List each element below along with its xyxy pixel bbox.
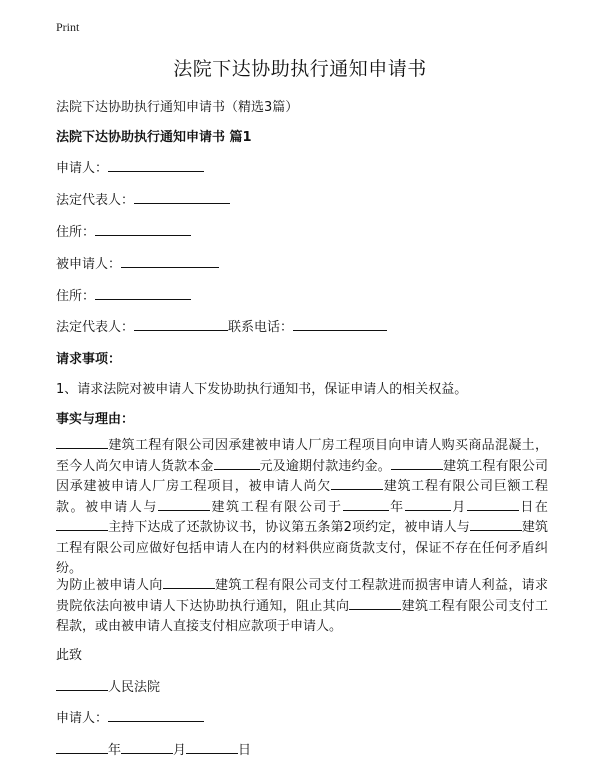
text-run: 建筑工程有限公司于 [209, 499, 343, 515]
field-respondent-label: 被申请人： [56, 257, 122, 272]
print-label: Print [56, 20, 80, 34]
day-blank [186, 741, 238, 754]
text-run: 建筑工程有限公司应做好包括申请人在内的材料供应商货款支付，保证不存在任何矛盾纠纷。 [56, 520, 548, 576]
field-legal-rep2 [56, 316, 387, 335]
blank [163, 577, 215, 589]
section-title: 法院下达协助执行通知申请书 篇1 [56, 130, 252, 145]
blank [331, 478, 383, 490]
facts-paragraph-2 [56, 576, 548, 638]
field-address-label: 住所： [56, 225, 96, 240]
field-address2 [56, 285, 191, 304]
blank [405, 499, 451, 511]
field-address [56, 221, 191, 240]
blank [343, 499, 389, 511]
text-run: 年 [388, 499, 405, 515]
text-run: 建筑工程有限公司因承建被申请人厂房工程项目，被申请人尚欠 [56, 458, 548, 494]
facts-heading: 事实与理由： [56, 412, 135, 427]
closing: 此致 [56, 648, 83, 663]
text-run: 主持下达成了还款协议书，协议第五条第2项约定，被申请人与 [108, 520, 470, 535]
field-legal-rep2-label: 法定代表人： [56, 320, 135, 335]
text-run: 日在 [518, 499, 548, 515]
field-legal-rep2-blank [134, 318, 228, 331]
day-label: 日 [238, 743, 252, 758]
blank [467, 499, 519, 511]
field-address2-label: 住所： [56, 289, 96, 304]
document-subtitle: 法院下达协助执行通知申请书（精选3篇） [56, 100, 299, 115]
field-respondent-blank [121, 255, 219, 268]
request-heading: 请求事项： [56, 352, 122, 367]
text-run: 为防止被申请人向 [56, 578, 163, 593]
blank [349, 598, 401, 610]
field-phone-label: 联系电话： [228, 320, 294, 335]
text-run: 元及逾期付款违约金。 [259, 458, 391, 474]
signature-applicant [56, 707, 204, 726]
blank [214, 458, 260, 470]
page-title: 法院下达协助执行通知申请书 [173, 58, 427, 80]
text-run: 月 [450, 499, 467, 515]
field-applicant [56, 157, 204, 176]
field-legal-rep-label: 法定代表人： [56, 193, 135, 208]
date-line [56, 739, 251, 758]
blank [56, 437, 108, 449]
field-applicant-blank [108, 159, 204, 172]
field-address-blank [95, 223, 191, 236]
blank [158, 499, 210, 511]
month-label: 月 [173, 743, 187, 758]
signature-applicant-label: 申请人： [56, 711, 109, 726]
text-run: 建筑工程有限公司因承建被申请人厂房工程项目向申请人购买商品混凝土，至今人尚欠申请人货款本金 [56, 438, 548, 474]
month-blank [121, 741, 173, 754]
blank [391, 458, 443, 470]
blank [470, 519, 522, 531]
court-blank [56, 678, 108, 691]
facts-paragraph-1 [56, 436, 548, 580]
text-run: 建筑工程有限公司巨额工程款。被申请人与 [56, 479, 548, 515]
text-run: 建筑工程有限公司支付工程款进而损害申请人利益，请求贵院依法向被申请人下达协助执行通知，阻止其向 [56, 578, 548, 614]
field-respondent [56, 253, 219, 272]
field-applicant-label: 申请人： [56, 161, 109, 176]
year-label: 年 [108, 743, 122, 758]
field-legal-rep [56, 189, 230, 208]
court-line [56, 676, 160, 695]
field-address2-blank [95, 287, 191, 300]
text-run: 建筑工程有限公司支付工程款，或由被申请人直接支付相应款项于申请人。 [56, 598, 548, 634]
court-label: 人民法院 [108, 680, 161, 695]
signature-applicant-blank [108, 709, 204, 722]
blank [56, 519, 108, 531]
field-legal-rep-blank [134, 191, 230, 204]
request-item: 1、请求法院对被申请人下发协助执行通知书，保证申请人的相关权益。 [56, 382, 468, 397]
year-blank [56, 741, 108, 754]
field-phone-blank [293, 318, 387, 331]
